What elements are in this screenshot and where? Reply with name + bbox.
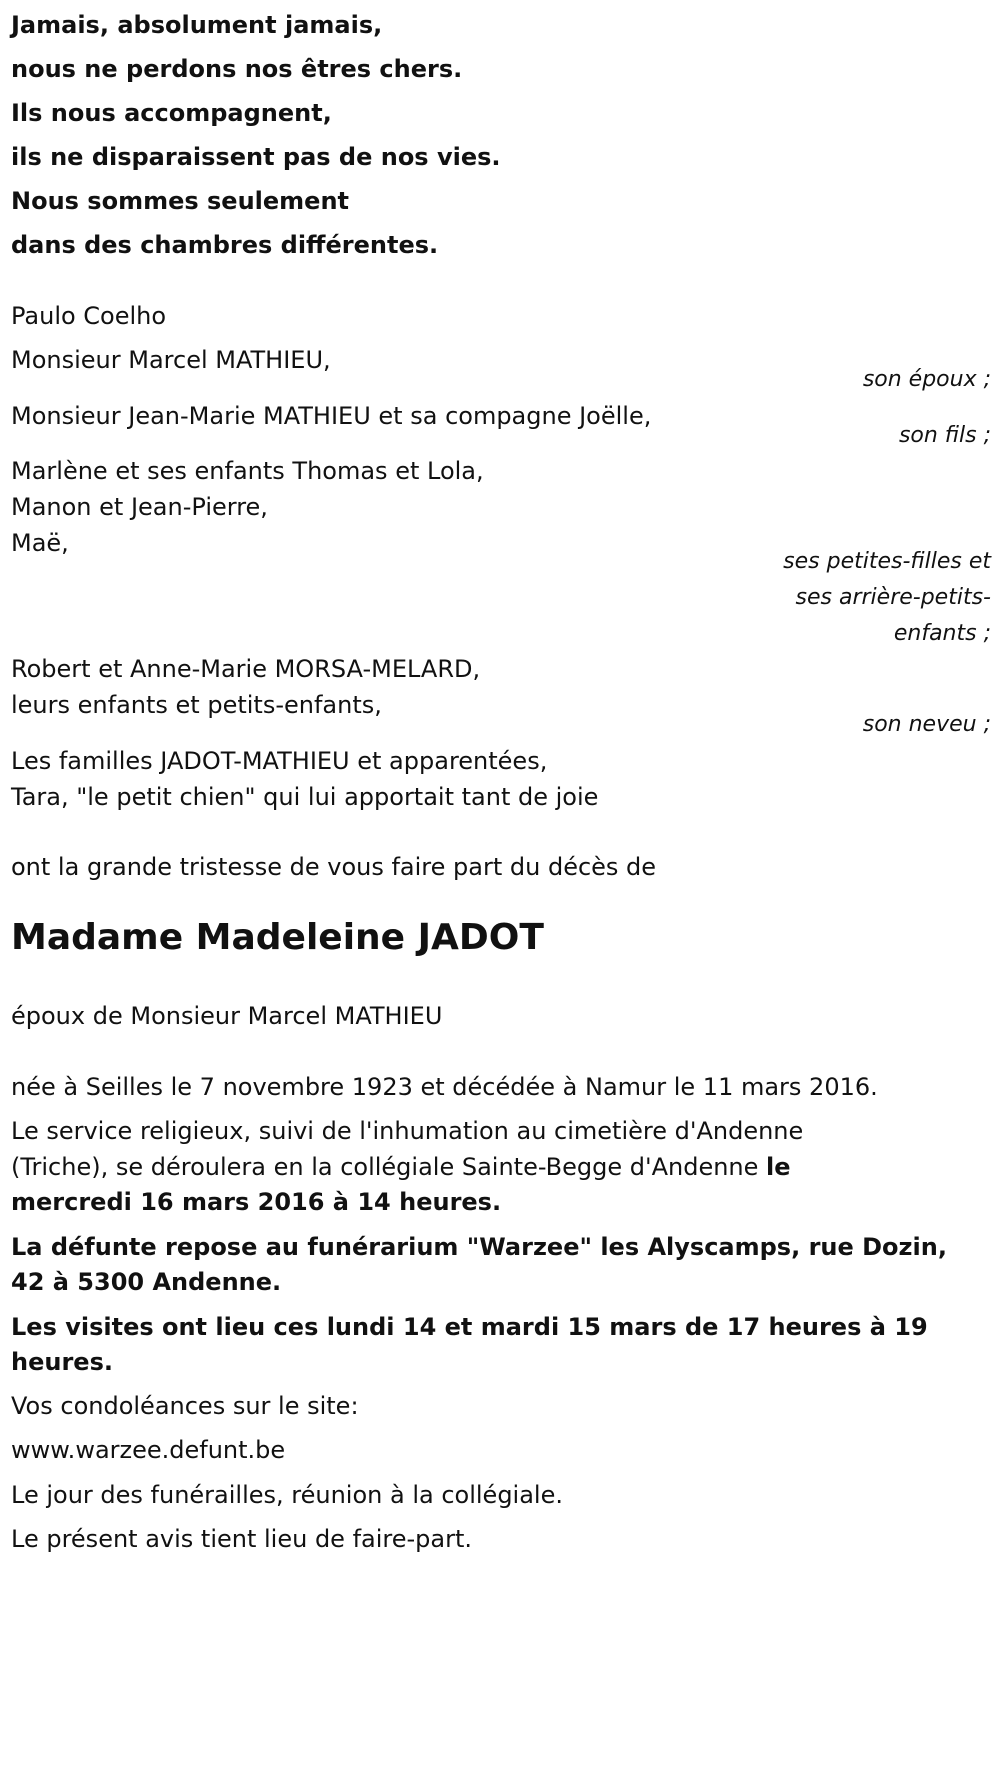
family-member: Manon et Jean-Pierre, xyxy=(11,493,268,521)
family-relation: ses petites-filles et xyxy=(783,549,991,574)
family-member: Robert et Anne-Marie MORSA-MELARD, xyxy=(11,655,481,683)
family-member: Les familles JADOT-MATHIEU et apparentées, xyxy=(11,747,548,775)
closing-line: Le présent avis tient lieu de faire-part. xyxy=(11,1525,473,1553)
family-relation: enfants ; xyxy=(893,621,991,646)
closing-line: Le jour des funérailles, réunion à la collégiale. xyxy=(11,1481,563,1509)
service-date: mercredi 16 mars 2016 à 14 heures. xyxy=(11,1188,502,1216)
family-member: Maë, xyxy=(11,529,69,557)
deceased-spouse: époux de Monsieur Marcel MATHIEU xyxy=(11,1002,443,1030)
poem-line: Nous sommes seulement xyxy=(11,187,350,215)
family-relation: son neveu ; xyxy=(862,712,991,737)
deceased-name: Madame Madeleine JADOT xyxy=(11,917,544,958)
poem-line: Jamais, absolument jamais, xyxy=(11,11,383,39)
visits-line: heures. xyxy=(11,1348,113,1376)
service-text: (Triche), se déroulera en la collégiale Sainte-Begge d'Andenne xyxy=(11,1153,767,1181)
poem-author: Paulo Coelho xyxy=(11,302,167,330)
family-member: Monsieur Marcel MATHIEU, xyxy=(11,346,331,374)
family-member: Tara, "le petit chien" qui lui apportait tant de joie xyxy=(11,783,599,811)
website-link[interactable]: www.warzee.defunt.be xyxy=(11,1436,286,1464)
family-member: leurs enfants et petits-enfants, xyxy=(11,691,382,719)
poem-line: nous ne perdons nos êtres chers. xyxy=(11,55,463,83)
obituary-notice xyxy=(11,0,991,1765)
family-member: Marlène et ses enfants Thomas et Lola, xyxy=(11,457,484,485)
funerarium-line: 42 à 5300 Andenne. xyxy=(11,1268,282,1296)
poem-line: dans des chambres différentes. xyxy=(11,231,439,259)
announcement: ont la grande tristesse de vous faire part du décès de xyxy=(11,853,657,881)
deceased-dates: née à Seilles le 7 novembre 1923 et décédée à Namur le 11 mars 2016. xyxy=(11,1073,878,1101)
condolences-label: Vos condoléances sur le site: xyxy=(11,1392,359,1420)
family-relation: son époux ; xyxy=(862,367,991,392)
family-member: Monsieur Jean-Marie MATHIEU et sa compagne Joëlle, xyxy=(11,402,652,430)
poem-line: ils ne disparaissent pas de nos vies. xyxy=(11,143,501,171)
funerarium-line: La défunte repose au funérarium "Warzee" les Alyscamps, rue Dozin, xyxy=(11,1233,947,1261)
family-relation: ses arrière-petits- xyxy=(795,585,991,610)
poem-line: Ils nous accompagnent, xyxy=(11,99,332,127)
family-relation: son fils ; xyxy=(898,423,991,448)
condolences-website[interactable] xyxy=(11,1431,285,1469)
service-line xyxy=(11,1148,791,1186)
service-line: Le service religieux, suivi de l'inhumation au cimetière d'Andenne xyxy=(11,1117,804,1145)
service-date-start: le xyxy=(766,1153,791,1181)
visits-line: Les visites ont lieu ces lundi 14 et mardi 15 mars de 17 heures à 19 xyxy=(11,1313,928,1341)
